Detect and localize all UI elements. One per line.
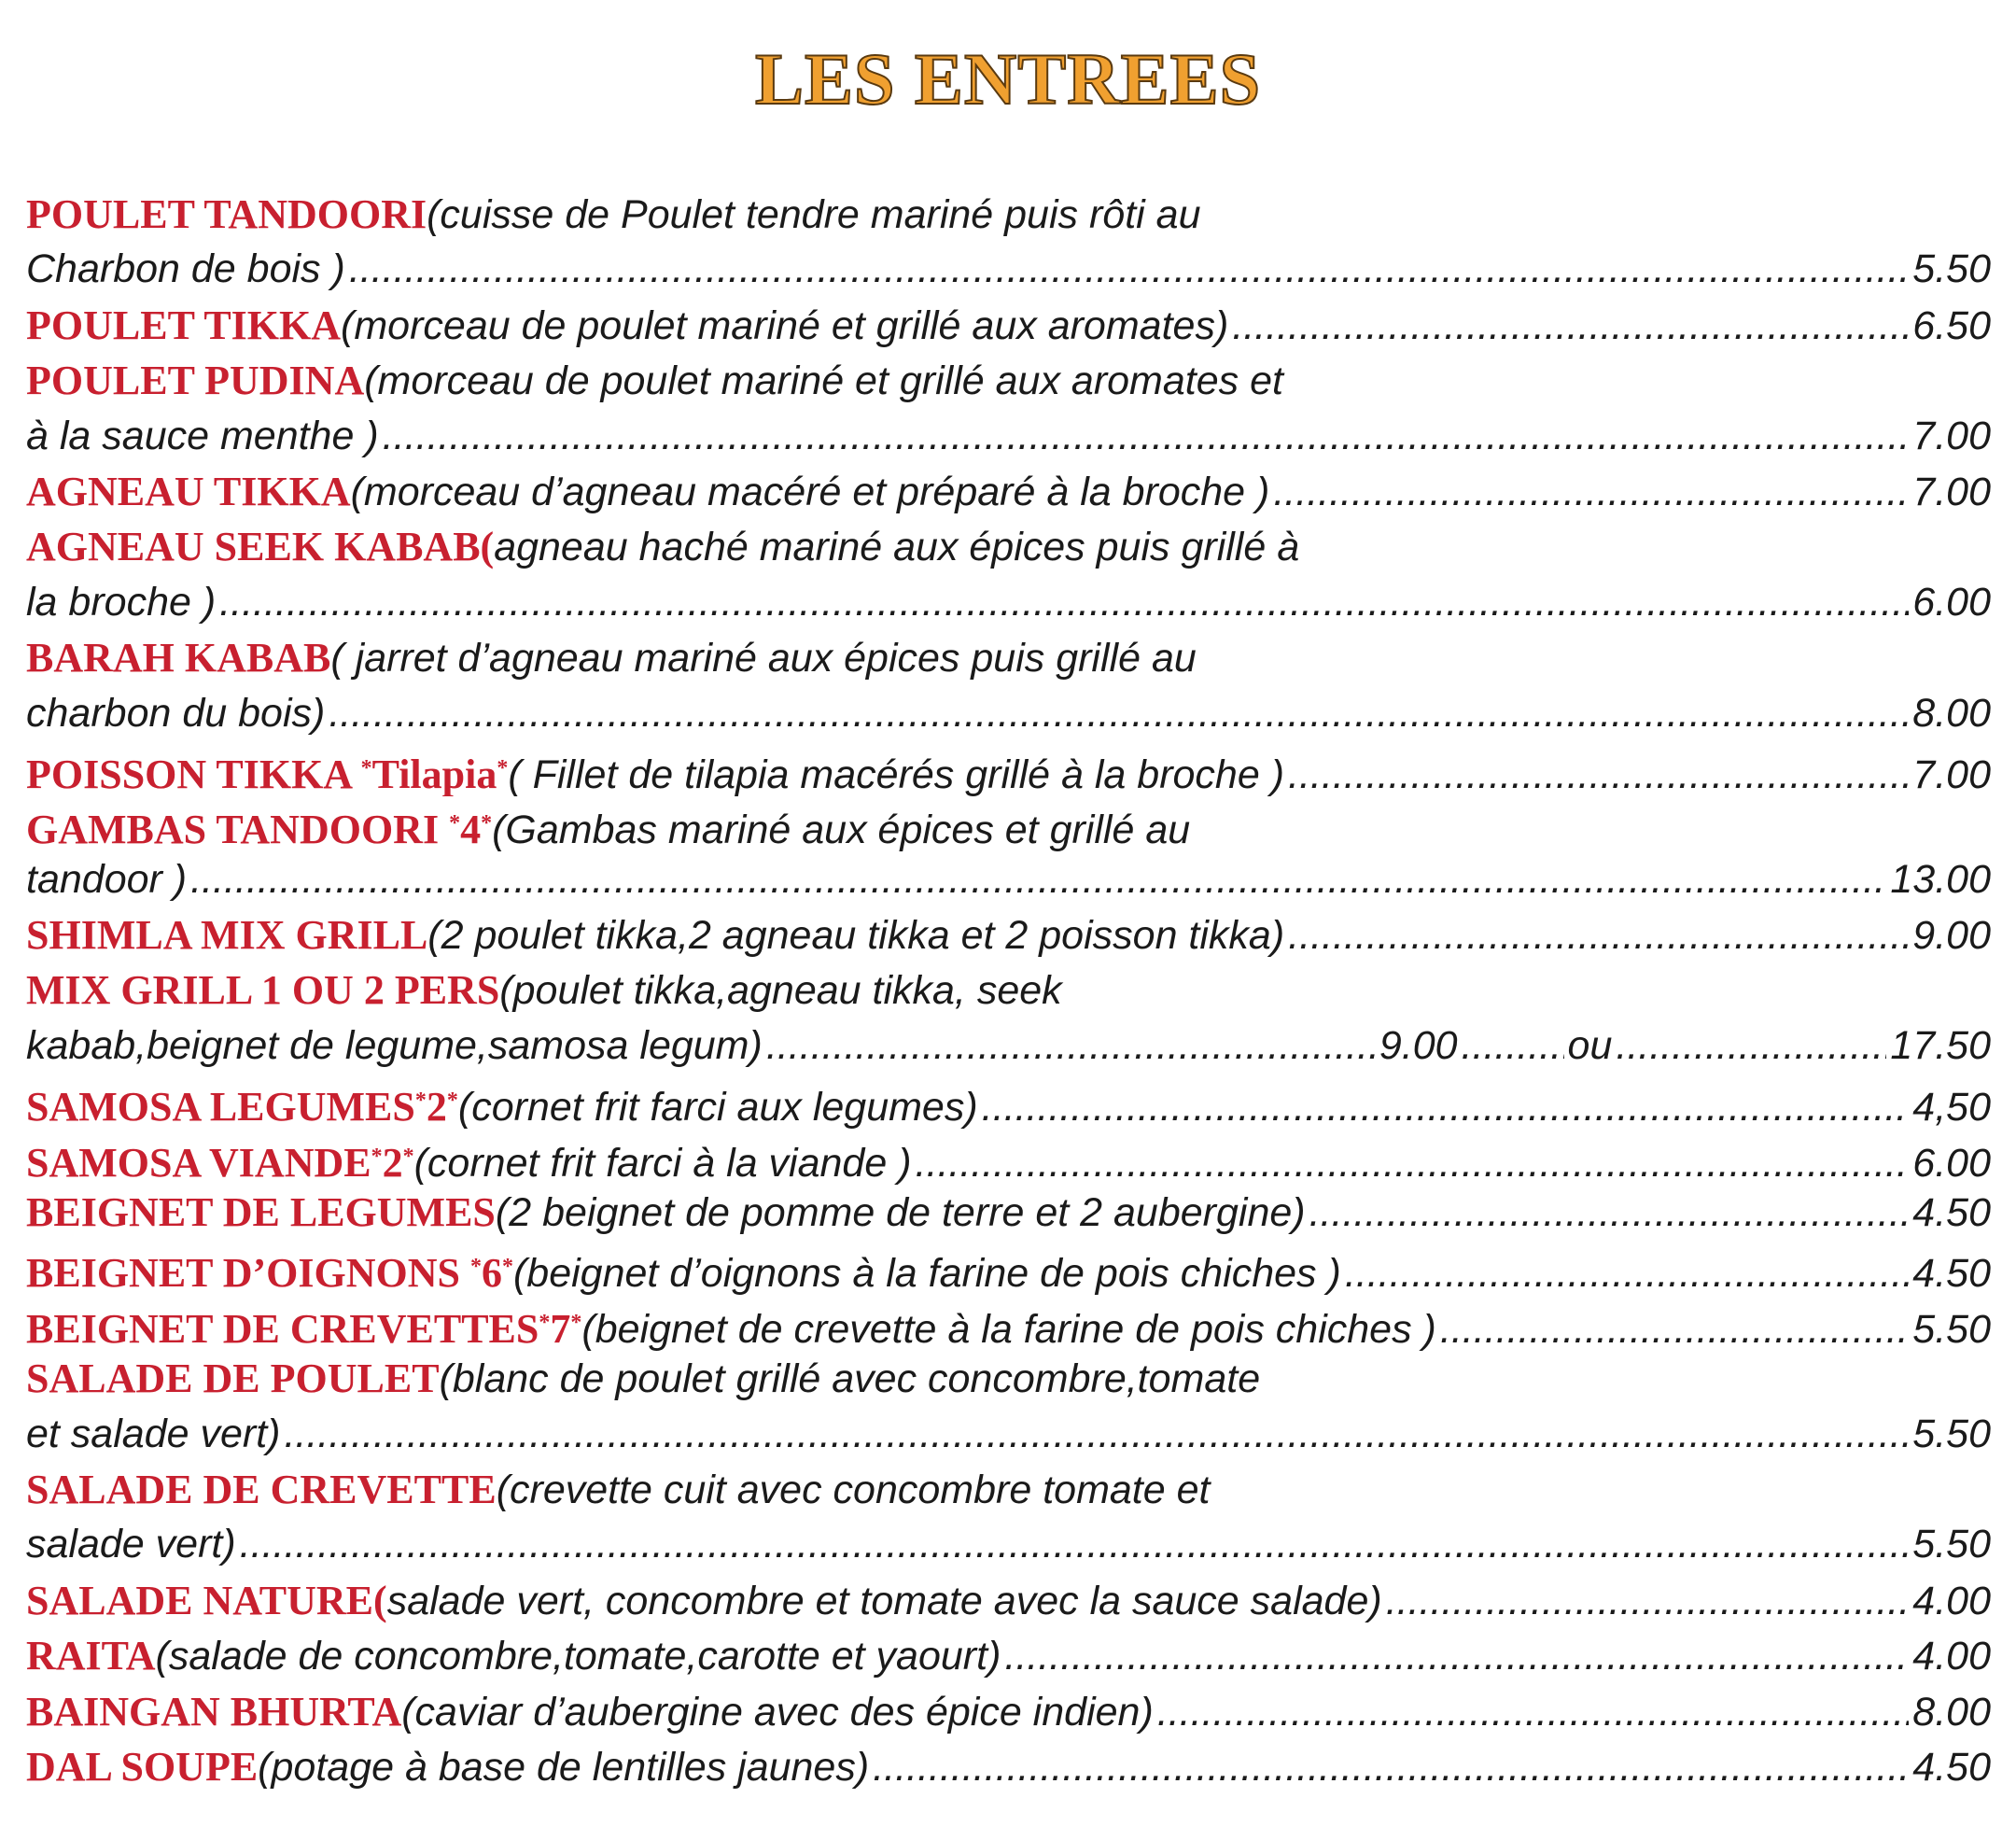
item-description: la broche ) (26, 579, 217, 625)
item-name: POULET TIKKA (26, 302, 342, 348)
menu-line (26, 796, 1991, 851)
dot-leader (1386, 1574, 1910, 1628)
item-price: 4.50 (1912, 1251, 1991, 1296)
menu-line (26, 630, 1991, 685)
item-description: à la sauce menthe ) (26, 413, 379, 458)
menu-line (26, 353, 1991, 408)
dot-leader (1004, 1629, 1909, 1683)
or-label: ou (1567, 1022, 1613, 1068)
item-description: (cornet frit farci à la viande ) (413, 1140, 912, 1186)
menu-line (26, 1462, 1991, 1517)
dot-leader (1309, 1186, 1910, 1240)
dot-leader (1288, 748, 1909, 796)
asterisk-mark: * (469, 1255, 482, 1280)
menu-line (26, 464, 1991, 519)
item-name: BEIGNET DE CREVETTES*7* (26, 1305, 582, 1352)
menu-line (26, 519, 1991, 574)
menu-line (26, 907, 1991, 962)
dot-leader (1157, 1685, 1910, 1739)
item-description: (2 poulet tikka,2 agneau tikka et 2 poisson tikka) (427, 913, 1285, 959)
asterisk-mark: * (570, 1310, 582, 1335)
item-price: 4.50 (1912, 1744, 1991, 1790)
item-name: GAMBAS TANDOORI *4* (26, 807, 493, 852)
menu-line (26, 1517, 1991, 1572)
item-name: BEIGNET D’OIGNONS *6* (26, 1250, 513, 1296)
item-name: POISSON TIKKA *Tilapia* (26, 751, 509, 797)
item-description: tandoor ) (26, 856, 188, 902)
menu-line (26, 741, 1991, 796)
asterisk-mark: * (501, 1255, 513, 1280)
dot-leader (1345, 1246, 1909, 1295)
asterisk-mark: * (446, 1089, 458, 1114)
menu-list (26, 187, 1991, 1794)
dot-leader (329, 686, 1909, 741)
dot-leader (240, 1517, 1910, 1572)
item-description: Charbon de bois ) (26, 246, 345, 292)
item-description: (2 beignet de pomme de terre et 2 aubergine) (495, 1190, 1306, 1236)
dot-leader (873, 1740, 1909, 1794)
asterisk-mark: * (402, 1144, 414, 1169)
menu-line (26, 1296, 1991, 1351)
dot-leader (219, 575, 1909, 630)
item-price: 7.00 (1912, 469, 1991, 514)
item-description: charbon du bois) (26, 690, 326, 736)
item-description: (morceau de poulet mariné et grillé aux aromates) (341, 302, 1229, 348)
asterisk-mark: * (539, 1310, 551, 1335)
item-name: POULET PUDINA (26, 358, 365, 404)
item-name: DAL SOUPE (26, 1743, 259, 1790)
menu-line (26, 1739, 1991, 1794)
item-description: (poulet tikka,agneau tikka, seek (499, 968, 1062, 1014)
menu-line (26, 1684, 1991, 1739)
menu-line (26, 1573, 1991, 1628)
asterisk-mark: * (449, 811, 461, 836)
menu-line (26, 298, 1991, 353)
dot-leader (1232, 299, 1909, 353)
menu-line (26, 1130, 1991, 1185)
item-price: 13.00 (1890, 856, 1991, 902)
item-description: salade vert) (26, 1522, 236, 1567)
item-price: 6.00 (1912, 579, 1991, 625)
item-price: 8.00 (1912, 1689, 1991, 1735)
item-price-small: 9.00 (1379, 1022, 1458, 1068)
page-title: LES ENTREES (754, 38, 1262, 119)
menu-line (26, 686, 1991, 741)
item-price-large: 17.50 (1890, 1022, 1991, 1068)
item-name: BEIGNET DE LEGUMES (26, 1189, 496, 1236)
item-name: RAITA (26, 1633, 156, 1679)
dot-leader (1462, 1018, 1564, 1074)
item-description: kabab,beignet de legume,samosa legum) (26, 1022, 763, 1068)
menu-line (26, 852, 1991, 907)
menu-line (26, 242, 1991, 297)
item-description: (caviar d’aubergine avec des épice indien) (401, 1689, 1154, 1735)
item-description: (beignet de crevette à la farine de pois chiches ) (581, 1306, 1436, 1352)
dot-leader (284, 1407, 1909, 1462)
item-price: 4.50 (1912, 1190, 1991, 1236)
item-description: (cornet frit farci aux legumes) (457, 1085, 978, 1130)
item-name: SALADE NATURE( (26, 1577, 387, 1623)
item-price: 7.00 (1912, 751, 1991, 797)
item-description: et salade vert) (26, 1411, 281, 1456)
item-price: 7.00 (1912, 413, 1991, 458)
item-description: (cuisse de Poulet tendre mariné puis rôti au (427, 192, 1201, 237)
item-description: (crevette cuit avec concombre tomate et (496, 1467, 1211, 1512)
item-price: 8.00 (1912, 690, 1991, 736)
item-description: ( Fillet de tilapia macérés grillé à la broche ) (508, 751, 1285, 797)
item-description: ( jarret d’agneau mariné aux épices puis grillé au (330, 636, 1197, 681)
item-price: 5.50 (1912, 1306, 1991, 1352)
asterisk-mark: * (414, 1089, 427, 1114)
item-price: 6.50 (1912, 302, 1991, 348)
item-description: (morceau de poulet mariné et grillé aux aromates et (364, 358, 1283, 404)
asterisk-mark: * (481, 811, 493, 836)
asterisk-mark: * (497, 755, 509, 780)
item-price: 5.50 (1912, 1411, 1991, 1456)
item-name: AGNEAU TIKKA (26, 468, 351, 514)
item-price: 4,50 (1912, 1085, 1991, 1130)
dot-leader (1288, 908, 1909, 962)
item-description: (blanc de poulet grillé avec concombre,tomate (439, 1356, 1261, 1402)
item-name: POULET TANDOORI (26, 191, 427, 237)
menu-line (26, 1351, 1991, 1406)
item-description: salade vert, concombre et tomate avec la sauce salade) (386, 1578, 1382, 1623)
asterisk-mark: * (360, 755, 372, 780)
item-name: BARAH KABAB (26, 635, 331, 681)
item-description: agneau haché mariné aux épices puis grillé à (494, 525, 1300, 570)
menu-line (26, 1018, 1991, 1074)
item-name: AGNEAU SEEK KABAB( (26, 524, 495, 570)
menu-line (26, 1407, 1991, 1462)
dot-leader (383, 409, 1910, 464)
menu-line (26, 575, 1991, 630)
dot-leader (916, 1136, 1910, 1185)
asterisk-mark: * (371, 1144, 383, 1169)
dot-leader (1616, 1018, 1886, 1074)
menu-line (26, 1185, 1991, 1240)
menu-line (26, 187, 1991, 242)
item-name: SALADE DE CREVETTE (26, 1466, 497, 1512)
item-price: 5.50 (1912, 1522, 1991, 1567)
item-price: 9.00 (1912, 913, 1991, 959)
item-name: BAINGAN BHURTA (26, 1688, 402, 1735)
menu-line (26, 409, 1991, 464)
dot-leader (1440, 1302, 1909, 1351)
item-name: SHIMLA MIX GRILL (26, 912, 428, 959)
dot-leader (1273, 465, 1909, 519)
menu-line (26, 1240, 1991, 1295)
dot-leader (190, 852, 1886, 907)
item-description: (morceau d’agneau macéré et préparé à la broche ) (350, 469, 1270, 514)
item-price: 4.00 (1912, 1634, 1991, 1679)
menu-line (26, 1074, 1991, 1129)
item-name: SAMOSA VIANDE*2* (26, 1139, 414, 1186)
item-price: 6.00 (1912, 1140, 1991, 1186)
dot-leader (982, 1080, 1910, 1129)
item-description: (beignet d’oignons à la farine de pois chiches ) (512, 1251, 1341, 1296)
dot-leader (349, 242, 1909, 297)
item-description: (salade de concombre,tomate,carotte et yaourt) (155, 1634, 1001, 1679)
dot-leader (766, 1018, 1376, 1074)
item-name: MIX GRILL 1 OU 2 PERS (26, 967, 500, 1014)
item-description: (Gambas mariné aux épices et grillé au (492, 808, 1191, 852)
item-price: 5.50 (1912, 246, 1991, 292)
item-price: 4.00 (1912, 1578, 1991, 1623)
menu-line (26, 1628, 1991, 1683)
item-description: (potage à base de lentilles jaunes) (258, 1744, 870, 1790)
menu-line (26, 962, 1991, 1018)
item-name: SALADE DE POULET (26, 1355, 440, 1402)
item-name: SAMOSA LEGUMES*2* (26, 1084, 458, 1130)
